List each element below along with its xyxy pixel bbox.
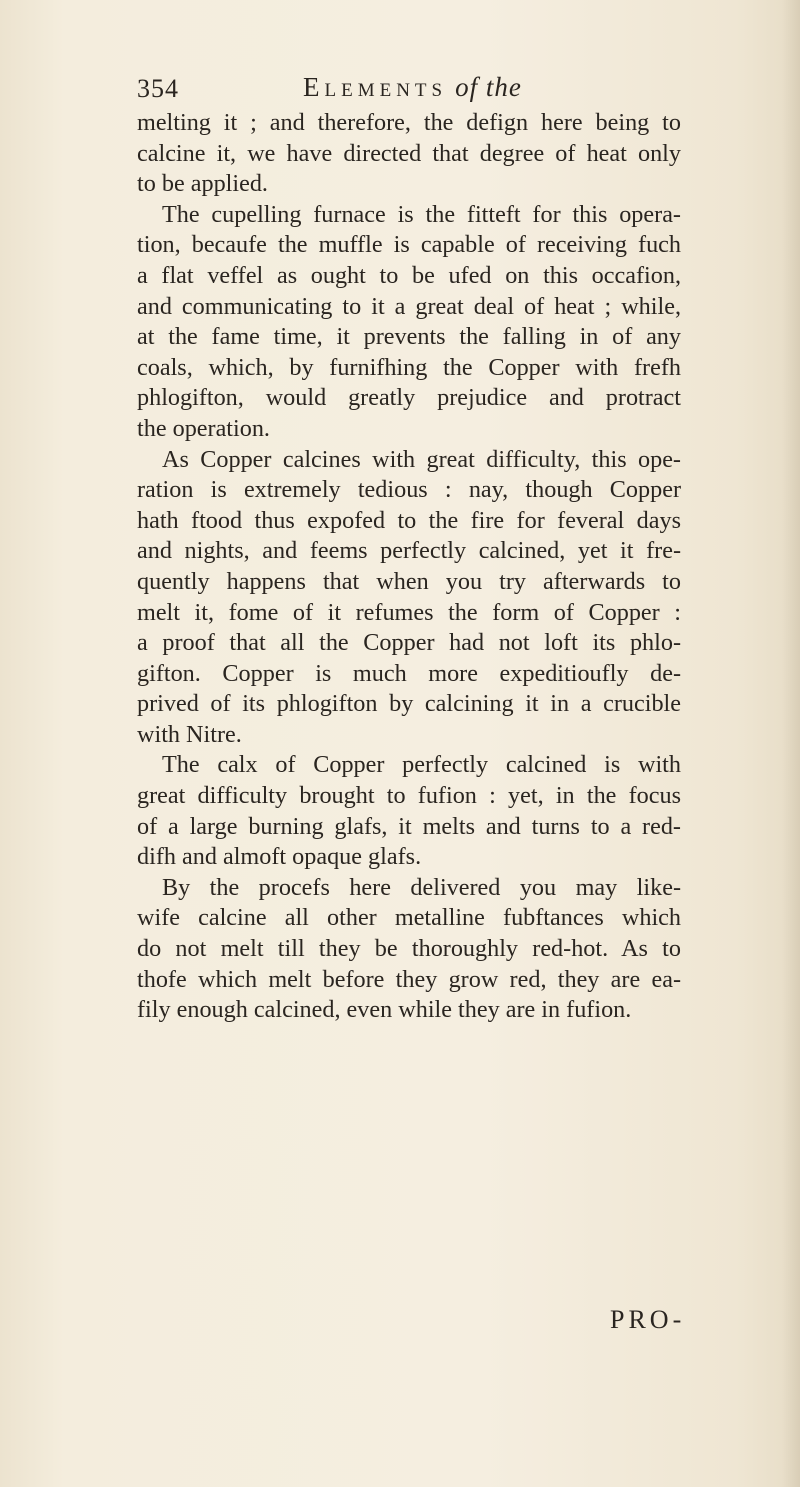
text-line: The calx of Copper perfectly calcined is with bbox=[162, 751, 681, 779]
text-line: tion, becaufe the muffle is capable of receiving fuch bbox=[137, 231, 681, 259]
paragraph-1 bbox=[137, 108, 681, 200]
text-line: to be applied. bbox=[137, 170, 268, 198]
text-line: thofe which melt before they grow red, they are ea- bbox=[137, 965, 681, 993]
text-line: By the procefs here delivered you may like- bbox=[162, 873, 681, 901]
text-line: quently happens that when you try afterwards to bbox=[137, 567, 681, 595]
text-line: of a large burning glafs, it melts and turns to a red- bbox=[137, 812, 681, 840]
text-line: a flat veffel as ought to be ufed on this occafion, bbox=[137, 261, 681, 289]
running-head-title: Elements bbox=[303, 72, 448, 102]
paragraph-4 bbox=[137, 750, 681, 872]
text-line: wife calcine all other metalline fubftances which bbox=[137, 904, 681, 932]
text-line: hath ftood thus expofed to the fire for feveral days bbox=[137, 506, 681, 534]
text-line: a proof that all the Copper had not loft its phlo- bbox=[137, 629, 681, 657]
text-line: the operation. bbox=[137, 414, 270, 442]
text-line: The cupelling furnace is the fitteft for this opera- bbox=[162, 200, 681, 228]
paragraph-5 bbox=[137, 873, 681, 1026]
text-line: great difficulty brought to fufion : yet, in the focus bbox=[137, 782, 681, 810]
catchword: PRO- bbox=[610, 1305, 686, 1334]
page-number: 354 bbox=[137, 74, 179, 103]
text-line: and communicating to it a great deal of heat ; while, bbox=[137, 292, 681, 320]
text-line: fily enough calcined, even while they are in fufion. bbox=[137, 996, 632, 1024]
text-line: phlogifton, would greatly prejudice and protract bbox=[137, 384, 681, 412]
page-header bbox=[137, 68, 677, 108]
text-line: ration is extremely tedious : nay, though Copper bbox=[137, 476, 681, 504]
text-line: and nights, and feems perfectly calcined, yet it fre- bbox=[137, 537, 681, 565]
text-line: at the fame time, it prevents the falling in of any bbox=[137, 323, 681, 351]
text-line: melt it, fome of it refumes the form of Copper : bbox=[137, 598, 681, 626]
text-line: As Copper calcines with great difficulty, this ope- bbox=[162, 445, 681, 473]
paragraph-3 bbox=[137, 445, 681, 751]
running-head bbox=[303, 72, 522, 103]
text-line: melting it ; and therefore, the defign here being to bbox=[137, 109, 681, 136]
paragraph-2 bbox=[137, 200, 681, 445]
text-line: coals, which, by furnifhing the Copper with frefh bbox=[137, 353, 681, 381]
text-line: calcine it, we have directed that degree of heat only bbox=[137, 139, 681, 167]
text-line: prived of its phlogifton by calcining it in a crucible bbox=[137, 690, 681, 718]
running-head-italic: of the bbox=[455, 72, 522, 102]
body-text bbox=[137, 108, 681, 1026]
text-line: difh and almoft opaque glafs. bbox=[137, 843, 422, 871]
text-line: with Nitre. bbox=[137, 720, 242, 748]
text-line: gifton. Copper is much more expeditioufly de- bbox=[137, 659, 681, 687]
page-edge-shadow bbox=[782, 0, 800, 1487]
text-line: do not melt till they be thoroughly red-hot. As to bbox=[137, 935, 681, 963]
